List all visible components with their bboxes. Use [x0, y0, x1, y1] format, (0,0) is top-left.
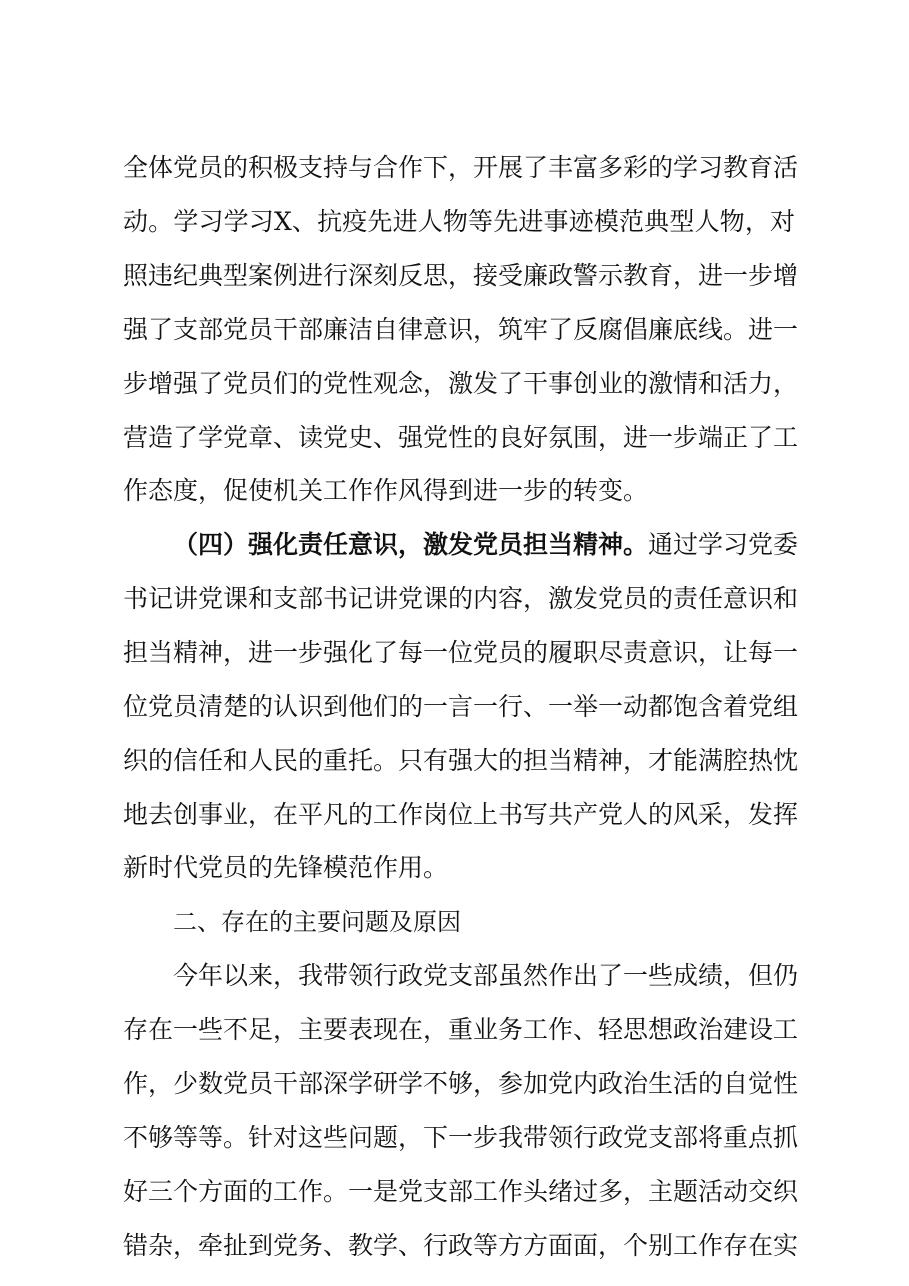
paragraph-line: 存在一些不足，主要表现在，重业务工作、轻思想政治建设工 — [123, 1015, 799, 1044]
section-heading: 二、存在的主要问题及原因 — [173, 908, 461, 936]
paragraph-line: 错杂，牵扯到党务、教学、行政等方方面面，个别工作存在实 — [123, 1231, 799, 1260]
paragraph-line: 担当精神，进一步强化了每一位党员的履职尽责意识，让每一 — [123, 638, 799, 667]
paragraph-line: 新时代党员的先锋模范作用。 — [123, 853, 449, 882]
paragraph-line: 步增强了党员们的党性观念，激发了干事创业的激情和活力， — [123, 369, 799, 398]
paragraph-line: 不够等等。针对这些问题，下一步我带领行政党支部将重点抓 — [123, 1123, 799, 1152]
paragraph-line: 营造了学党章、读党史、强党性的良好氛围，进一步端正了工 — [123, 423, 799, 452]
paragraph-line: 织的信任和人民的重托。只有强大的担当精神，才能满腔热忱 — [123, 746, 799, 775]
paragraph-line: 书记讲党课和支部书记讲党课的内容，激发党员的责任意识和 — [123, 584, 799, 613]
paragraph-line: 动。学习学习X、抗疫先进人物等先进事迹模范典型人物，对 — [123, 207, 795, 236]
paragraph-line: 好三个方面的工作。一是党支部工作头绪过多，主题活动交织 — [123, 1177, 799, 1206]
paragraph-line: 照违纪典型案例进行深刻反思，接受廉政警示教育，进一步增 — [123, 261, 799, 290]
paragraph-line: 今年以来，我带领行政党支部虽然作出了一些成绩，但仍 — [173, 961, 799, 990]
paragraph-line: 地去创事业，在平凡的工作岗位上书写共产党人的风采，发挥 — [123, 800, 799, 829]
paragraph-line: 强了支部党员干部廉洁自律意识，筑牢了反腐倡廉底线。进一 — [123, 315, 799, 344]
paragraph-first-line — [173, 523, 799, 567]
paragraph-line: 作态度，促使机关工作作风得到进一步的转变。 — [123, 476, 649, 505]
bold-subheading: （四）强化责任意识，激发党员担当精神。 — [173, 530, 649, 559]
paragraph-line: 作，少数党员干部深学研学不够，参加党内政治生活的自觉性 — [123, 1069, 799, 1098]
paragraph-line: 全体党员的积极支持与合作下，开展了丰富多彩的学习教育活 — [123, 153, 799, 182]
paragraph-text: 通过学习党委 — [648, 530, 799, 559]
paragraph-line: 位党员清楚的认识到他们的一言一行、一举一动都饱含着党组 — [123, 692, 799, 721]
